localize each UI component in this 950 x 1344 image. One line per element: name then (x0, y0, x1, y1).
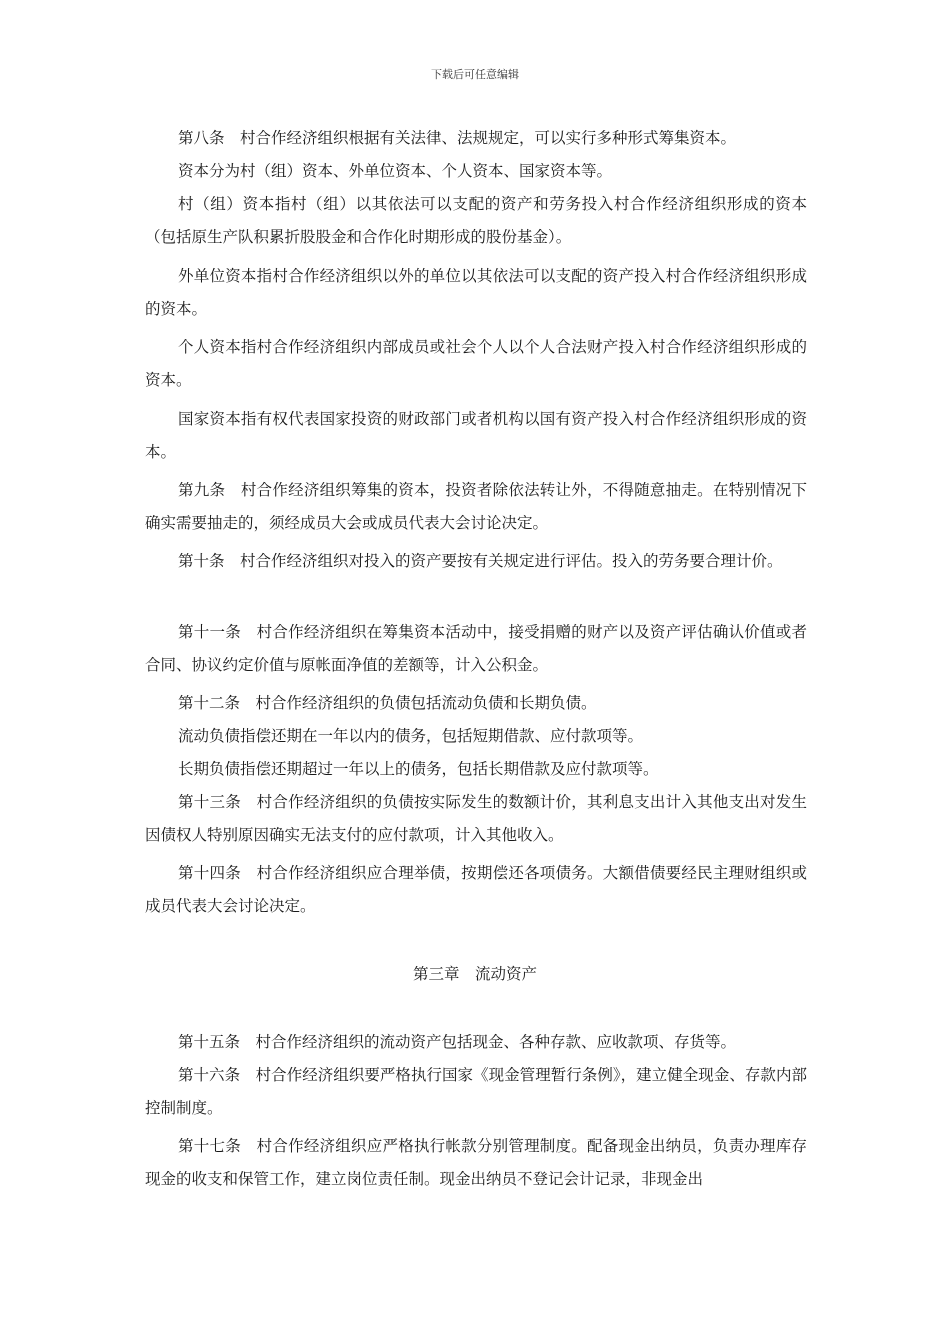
paragraph-article-12: 第十二条 村合作经济组织的负债包括流动负债和长期负债。 (178, 694, 597, 712)
paragraph-article-15: 第十五条 村合作经济组织的流动资产包括现金、各种存款、应收款项、存货等。 (178, 1033, 737, 1051)
paragraph-individual-capital: 个人资本指村合作经济组织内部成员或社会个人以个人合法财产投入村合作经济组织形成的资本。 (145, 338, 807, 389)
paragraph-article-9: 第九条 村合作经济组织筹集的资本，投资者除依法转让外，不得随意抽走。在特别情况下确实需要抽走的，须经成员大会或成员代表大会讨论决定。 (145, 481, 807, 532)
paragraph-village-capital: 村（组）资本指村（组）以其依法可以支配的资产和劳务投入村合作经济组织形成的资本（包括原生产队积累折股股金和合作化时期形成的股份基金）。 (145, 195, 807, 246)
paragraph-state-capital: 国家资本指有权代表国家投资的财政部门或者机构以国有资产投入村合作经济组织形成的资本。 (145, 410, 807, 461)
paragraph-long-term-liabilities: 长期负债指偿还期超过一年以上的债务，包括长期借款及应付款项等。 (178, 760, 659, 778)
paragraph-article-11: 第十一条 村合作经济组织在筹集资本活动中，接受捐赠的财产以及资产评估确认价值或者合同、协议约定价值与原帐面净值的差额等，计入公积金。 (145, 623, 807, 674)
paragraph-capital-types: 资本分为村（组）资本、外单位资本、个人资本、国家资本等。 (178, 162, 613, 180)
page-header: 下载后可任意编辑 (431, 68, 519, 81)
paragraph-article-10: 第十条 村合作经济组织对投入的资产要按有关规定进行评估。投入的劳务要合理计价。 (178, 552, 783, 570)
paragraph-external-capital: 外单位资本指村合作经济组织以外的单位以其依法可以支配的资产投入村合作经济组织形成的资本。 (145, 267, 807, 318)
paragraph-current-liabilities: 流动负债指偿还期在一年以内的债务，包括短期借款、应付款项等。 (178, 727, 644, 745)
chapter-heading: 第三章 流动资产 (412, 965, 537, 983)
paragraph-article-13: 第十三条 村合作经济组织的负债按实际发生的数额计价，其利息支出计入其他支出对发生因债权人特别原因确实无法支付的应付款项，计入其他收入。 (145, 793, 807, 844)
paragraph-article-14: 第十四条 村合作经济组织应合理举债，按期偿还各项债务。大额借债要经民主理财组织或成员代表大会讨论决定。 (145, 864, 807, 915)
paragraph-article-8: 第八条 村合作经济组织根据有关法律、法规规定，可以实行多种形式筹集资本。 (178, 129, 737, 147)
paragraph-article-17: 第十七条 村合作经济组织应严格执行帐款分别管理制度。配备现金出纳员，负责办理库存现金的收支和保管工作，建立岗位责任制。现金出纳员不登记会计记录，非现金出 (145, 1137, 807, 1188)
paragraph-article-16: 第十六条 村合作经济组织要严格执行国家《现金管理暂行条例》，建立健全现金、存款内部控制制度。 (145, 1066, 807, 1117)
